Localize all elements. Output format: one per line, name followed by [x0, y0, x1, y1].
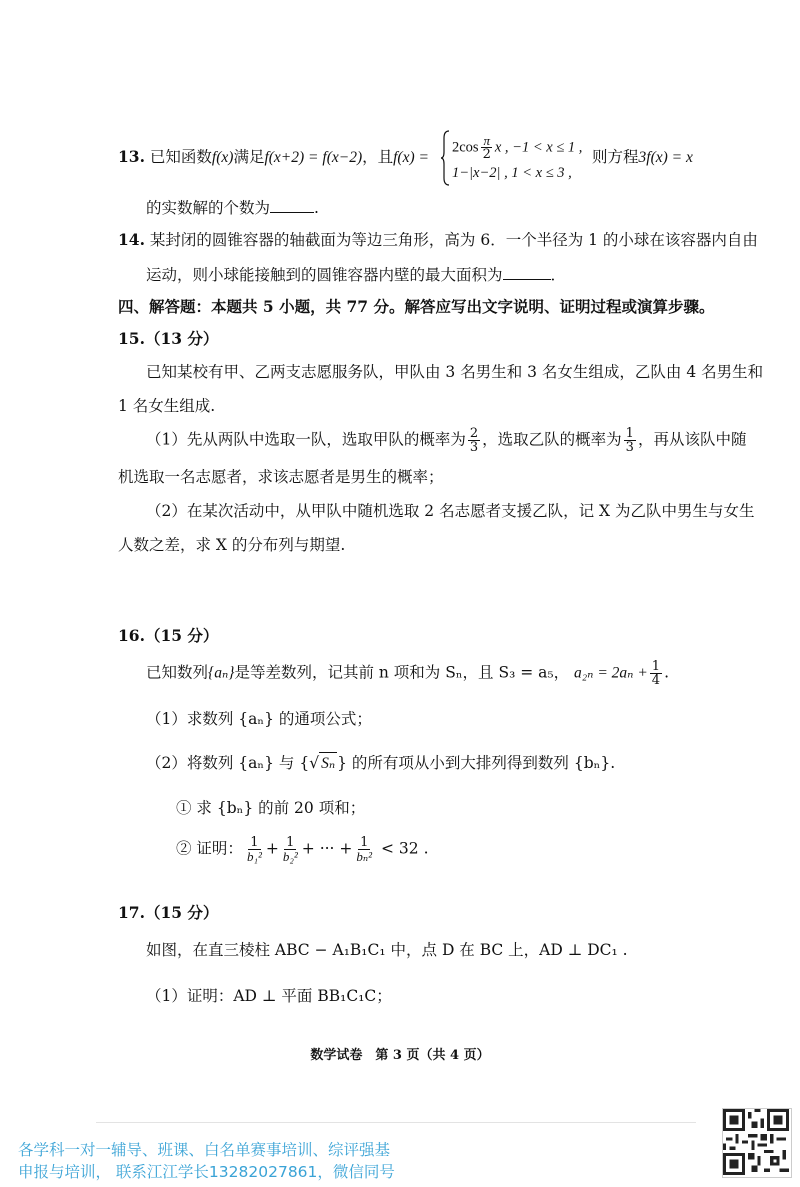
fraction: $\frac{1}{4}$: [651, 659, 661, 688]
q17-heading: 17.（15 分）: [118, 903, 219, 922]
q13-text-c: ，且: [362, 148, 394, 166]
q13-eq1: f(x+2) = f(x−2): [264, 149, 363, 166]
fraction: $\frac{1}{\text{bₙ²}}$: [356, 835, 373, 864]
q14-number: 14.: [118, 230, 145, 249]
q15-p2: 1 名女生组成.: [118, 397, 216, 415]
q13-piecewise: [440, 130, 590, 186]
q13-line2: 的实数解的个数为 .: [146, 199, 319, 217]
left-brace-icon: [440, 130, 450, 186]
q16-heading: 16.（15 分）: [118, 626, 219, 645]
section-heading: 四、解答题：本题共 5 小题，共 77 分。解答应写出文字说明、证明过程或演算步骤。: [118, 297, 715, 316]
q14-line2: 运动，则小球能接触到的圆锥容器内壁的最大面积为 ．: [146, 266, 567, 284]
q15-p1: 已知某校有甲、乙两支志愿服务队，甲队由 3 名男生和 3 名女生组成，乙队由 4 名男生和: [146, 363, 764, 381]
ad-line-2: 申报与培训， 联系江江学长13282027861，微信同号: [18, 1163, 395, 1181]
ad-line-1: 各学科一对一辅导、班课、白名单赛事培训、综评强基: [18, 1141, 391, 1159]
q15-s1-cont: 机选取一名志愿者，求该志愿者是男生的概率；: [118, 468, 444, 486]
fraction: $\frac{1}{3}$: [625, 426, 634, 455]
q16-s2: （2）将数列 {aₙ} 与 {√ Sₙ } 的所有项从小到大排列得到数列 {bₙ}.: [146, 752, 615, 775]
qr-code-icon: [722, 1108, 792, 1178]
q13-text-b: 满足: [233, 148, 265, 166]
q16-item1: ① 求 {bₙ} 的前 20 项和；: [176, 799, 366, 817]
q13-line1: [118, 146, 429, 169]
q13-text-a: 已知函数: [149, 148, 212, 166]
fraction: $\frac{1}{\text{b₁²}}$: [246, 835, 262, 864]
q17-s1: （1）证明：AD ⊥ 平面 BB₁C₁C；: [146, 987, 392, 1005]
answer-blank: [270, 198, 314, 213]
q13-line1-tail: 则方程3f(x) = x: [592, 148, 693, 166]
q15-s1: （1）先从两队中选取一队，选取甲队的概率为 $\frac{2}{3}$ ，选取乙队的概率为 $\frac{1}{3}$ ，再从该队中随: [146, 426, 747, 455]
q13-fx: f(x): [211, 149, 234, 166]
pi-over-2: $\frac{\pi}{2}$: [482, 133, 491, 162]
divider: [96, 1122, 696, 1123]
page-footer: 数学试卷 第 3 页（共 4 页）: [310, 1048, 490, 1063]
q16-s1: （1）求数列 {aₙ} 的通项公式；: [146, 710, 372, 728]
fraction: $\frac{1}{\text{b₂²}}$: [282, 835, 298, 864]
q13-case1: 2cos $\frac{\pi}{2}$ x , −1 < x ≤ 1 ,: [452, 133, 583, 162]
sqrt-icon: √: [309, 754, 320, 772]
answer-blank: [503, 265, 551, 280]
q14-line1: 14. 某封闭的圆锥容器的轴截面为等边三角形，高为 6．一个半径为 1 的小球在该容器内自由: [118, 230, 758, 249]
q13-fx2: f(x) =: [393, 149, 429, 166]
q16-item2: ② 证明： $\frac{1}{\text{b₁²}}$ + $\frac{1}{\text{b₂²}}$ + ··· + $\frac{1}{\text{bₙ²}}$ < 32 .: [176, 835, 429, 864]
q15-s2: （2）在某次活动中，从甲队中随机选取 2 名志愿者支援乙队，记 X 为乙队中男生与女生: [146, 502, 755, 520]
q13-number: 13.: [118, 147, 145, 166]
q15-heading: 15.（13 分）: [118, 329, 219, 348]
q15-s2-cont: 人数之差，求 X 的分布列与期望.: [118, 536, 346, 554]
fraction: $\frac{2}{3}$: [469, 426, 479, 455]
q16-p1: 已知数列{aₙ}是等差数列，记其前 n 项和为 Sₙ，且 S₃ = a₅， a₂ₙ = 2aₙ + $\frac{1}{4}$ .: [146, 659, 670, 688]
q17-p1: 如图，在直三棱柱 ABC − A₁B₁C₁ 中，点 D 在 BC 上，AD ⊥ DC₁ .: [146, 941, 628, 959]
q13-case2: 1−|x−2| , 1 < x ≤ 3 ,: [452, 165, 572, 181]
